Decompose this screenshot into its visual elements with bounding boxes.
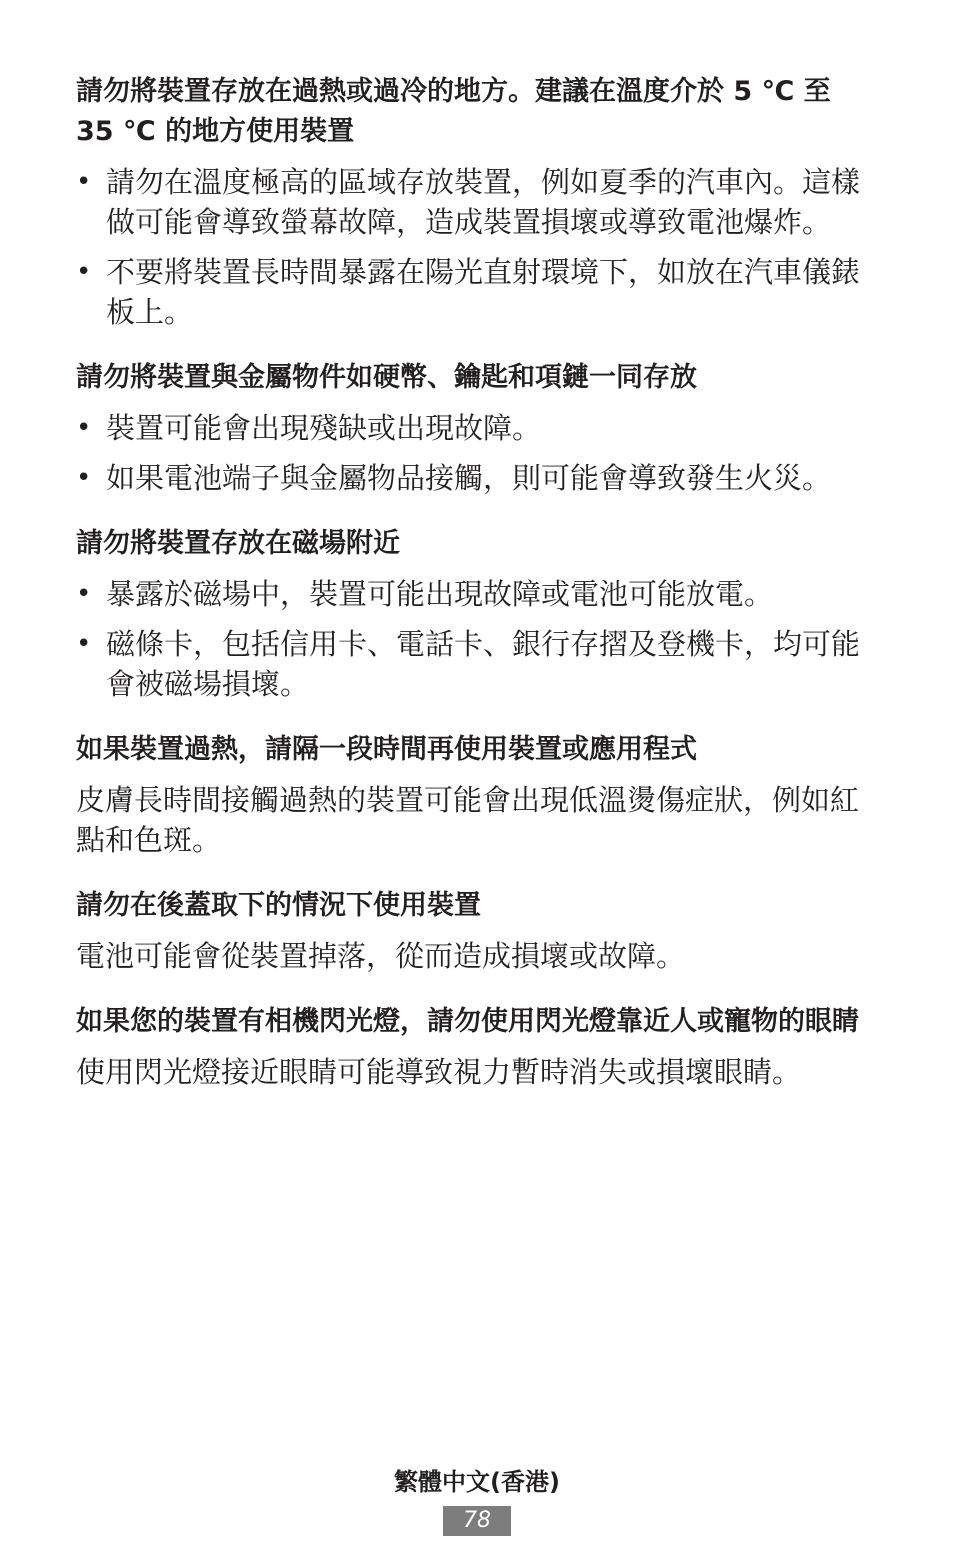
- footer-language: 繁體中文(香港): [394, 1468, 560, 1496]
- section-paragraph: 皮膚長時間接觸過熱的裝置可能會出現低溫燙傷症狀，例如紅點和色斑。: [76, 783, 860, 857]
- bullet-icon: •: [76, 257, 92, 287]
- list-item-text: 請勿在溫度極高的區域存放裝置，例如夏季的汽車內。這樣做可能會導致螢幕故障，造成裝置損壞或導致電池爆炸。: [106, 165, 861, 239]
- bullet-list: [76, 574, 876, 704]
- section-heading: 如果裝置過熱，請隔一段時間再使用裝置或應用程式: [76, 734, 697, 765]
- list-item-text: 裝置可能會出現殘缺或出現故障。: [106, 411, 542, 445]
- page-content: [76, 72, 876, 1092]
- bullet-list: [76, 162, 876, 332]
- section-heading: 請勿在後蓋取下的情況下使用裝置: [76, 890, 481, 921]
- section-heading: 請勿將裝置存放在磁場附近: [76, 528, 400, 559]
- bullet-icon: •: [76, 629, 92, 659]
- bullet-icon: •: [76, 413, 92, 443]
- list-item: [76, 574, 876, 614]
- list-item: [76, 252, 876, 332]
- page-number: 78: [443, 1506, 511, 1536]
- list-item-text: 如果電池端子與金屬物品接觸，則可能會導致發生火災。: [106, 461, 832, 495]
- bullet-icon: •: [76, 167, 92, 197]
- section-heading: 如果您的裝置有相機閃光燈，請勿使用閃光燈靠近人或寵物的眼睛: [76, 1006, 859, 1037]
- bullet-icon: •: [76, 579, 92, 609]
- section-paragraph: 電池可能會從裝置掉落，從而造成損壞或故障。: [76, 939, 686, 973]
- section-heading: 請勿將裝置存放在過熱或過冷的地方。建議在溫度介於 5 ℃ 至 35 ℃ 的地方使用裝置: [76, 76, 831, 147]
- list-item: [76, 408, 876, 448]
- list-item: [76, 624, 876, 704]
- section-paragraph: 使用閃光燈接近眼睛可能導致視力暫時消失或損壞眼睛。: [76, 1055, 802, 1089]
- list-item-text: 不要將裝置長時間暴露在陽光直射環境下，如放在汽車儀錶板上。: [106, 255, 861, 329]
- list-item-text: 暴露於磁場中，裝置可能出現故障或電池可能放電。: [106, 577, 774, 611]
- list-item: [76, 458, 876, 498]
- bullet-icon: •: [76, 463, 92, 493]
- section-heading: 請勿將裝置與金屬物件如硬幣、鑰匙和項鏈一同存放: [76, 362, 697, 393]
- list-item: [76, 162, 876, 242]
- list-item-text: 磁條卡，包括信用卡、電話卡、銀行存摺及登機卡，均可能會被磁場損壞。: [106, 627, 861, 701]
- bullet-list: [76, 408, 876, 498]
